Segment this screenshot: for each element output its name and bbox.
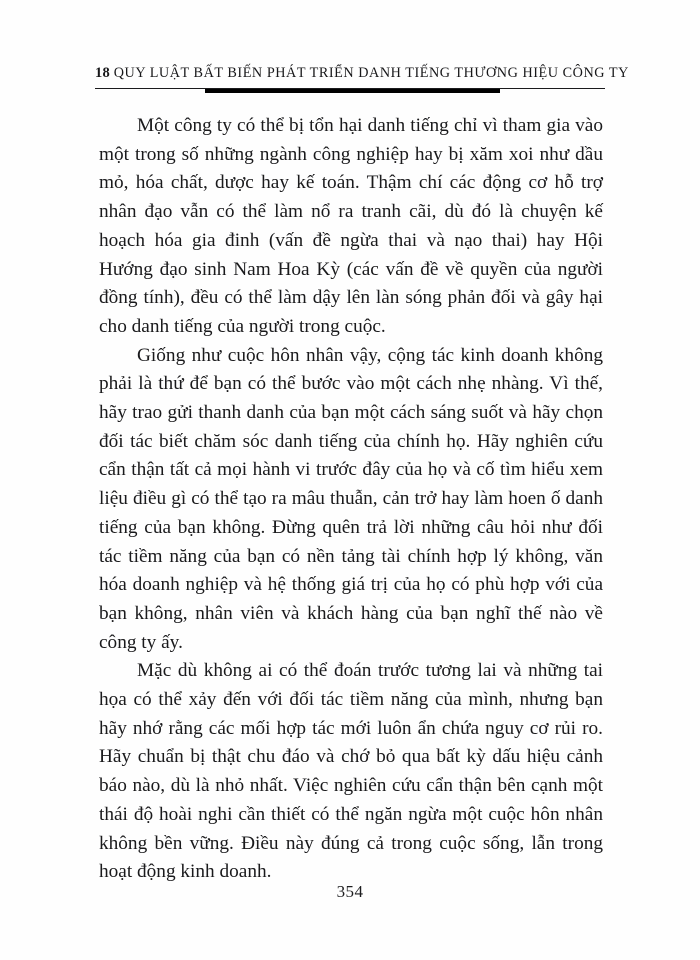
header-rule <box>95 88 605 94</box>
paragraph: Mặc dù không ai có thể đoán trước tương lai và những tai họa có thể xảy đến với đối tác tiềm năng của mình, nhưng bạn hãy nhớ rằng các mối hợp tác mới luôn ẩn chứa nguy cơ rủi ro. Hãy chuẩn bị thật chu đáo và chớ bỏ qua bất kỳ dấu hiệu cảnh báo nào, dù là nhỏ nhất. Việc nghiên cứu cẩn thận bên cạnh một thái độ hoài nghi cần thiết có thể ngăn ngừa một cuộc hôn nhân không bền vững. Điều này đúng cả trong cuộc sống, lẫn trong hoạt động kinh doanh. <box>99 660 603 883</box>
running-head-text <box>95 65 629 82</box>
running-head <box>95 64 629 82</box>
page-footer <box>0 882 700 902</box>
body-text <box>99 112 603 887</box>
page-number: 354 <box>336 882 364 901</box>
paragraph: Một công ty có thể bị tổn hại danh tiếng chỉ vì tham gia vào một trong số những ngành công nghiệp hay bị xăm xoi như dầu mỏ, hóa chất, dược hay kế toán. Thậm chí các động cơ hỗ trợ nhân đạo vẫn có thể làm nổ ra tranh cãi, dù đó là chuyện kế hoạch hóa gia đinh (vấn đề ngừa thai và nạo thai) hay Hội Hướng đạo sinh Nam Hoa Kỳ (các vấn đề về quyền của người đồng tính), đều có thể làm dậy lên làn sóng phản đối và gây hại cho danh tiếng của người trong cuộc. <box>99 115 603 337</box>
chapter-number: 18 <box>95 65 114 81</box>
running-head-title: QUY LUẬT BẤT BIẾN PHÁT TRIỂN DANH TIẾNG THƯƠNG HIỆU CÔNG TY <box>113 65 629 81</box>
header-rule-thick-bar <box>205 89 500 93</box>
paragraph: Giống như cuộc hôn nhân vậy, cộng tác kinh doanh không phải là thứ để bạn có thể bước vào một cách nhẹ nhàng. Vì thế, hãy trao gửi thanh danh của bạn một cách sáng suốt và hãy chọn đối tác biết chăm sóc danh tiếng của chính họ. Hãy nghiên cứu cẩn thận tất cả mọi hành vi trước đây của họ và cố tìm hiểu xem liệu điều gì có thể tạo ra mâu thuẫn, cản trở hay làm hoen ố danh tiếng của bạn không. Đừng quên trả lời những câu hỏi như đối tác tiềm năng của bạn có nền tảng tài chính hợp lý không, văn hóa doanh nghiệp và hệ thống giá trị của họ có phù hợp với của bạn không, nhân viên và khách hàng của bạn nghĩ thế nào về công ty ấy. <box>99 344 603 653</box>
